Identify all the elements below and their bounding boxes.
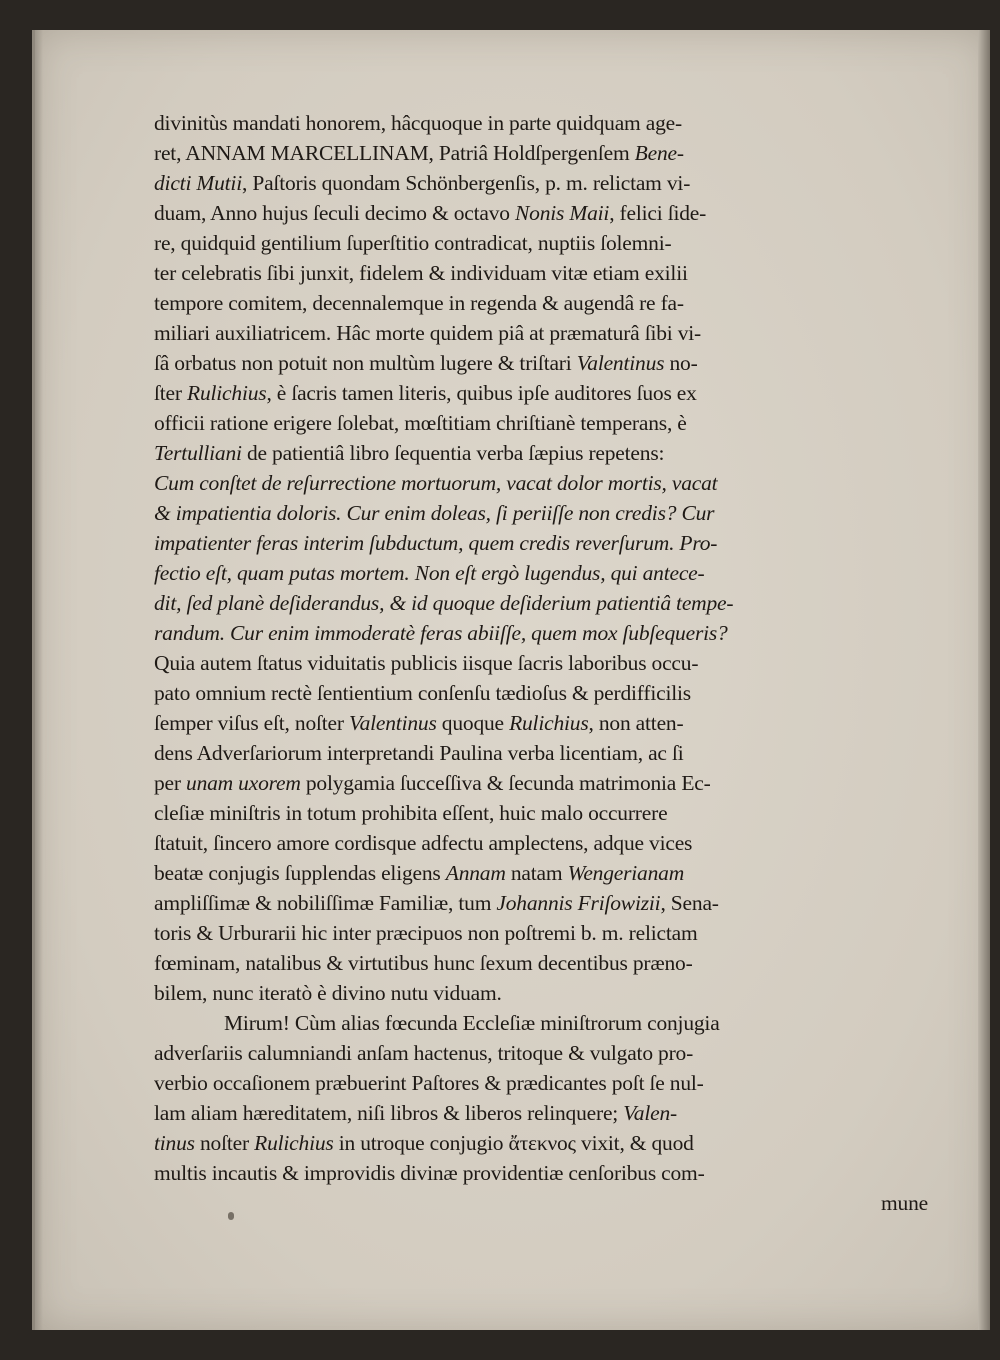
italic-text: Wengerianam bbox=[567, 861, 685, 885]
roman-text: ſemper viſus eſt, noſter bbox=[154, 711, 350, 735]
text-line bbox=[154, 1008, 934, 1038]
text-line bbox=[154, 498, 934, 528]
roman-text: quoque bbox=[436, 711, 510, 735]
text-line bbox=[154, 798, 934, 828]
roman-text: ſter bbox=[154, 381, 188, 405]
roman-text: lam aliam hæreditatem, niſi libros & liberos relinquere; bbox=[154, 1101, 624, 1125]
italic-text: Valen- bbox=[623, 1101, 677, 1125]
italic-text: impatienter feras interim ſubductum, quem credis reverſurum. Pro- bbox=[154, 531, 718, 555]
page-edge bbox=[978, 30, 990, 1330]
roman-text: duam, Anno hujus ſeculi decimo & octavo bbox=[154, 201, 516, 225]
roman-text: beatæ conjugis ſupplendas eligens bbox=[154, 861, 446, 885]
page-gutter-shadow bbox=[35, 30, 43, 1330]
roman-text: fœminam, natalibus & virtutibus hunc ſexum decentibus præno- bbox=[154, 951, 693, 975]
italic-text: Nonis Maii bbox=[515, 201, 610, 225]
italic-text: dicti Mutii bbox=[154, 171, 242, 195]
text-line bbox=[154, 378, 934, 408]
roman-text: ter celebratis ſibi junxit, fidelem & individuam vitæ etiam exilii bbox=[154, 261, 688, 285]
text-line bbox=[154, 228, 934, 258]
text-line bbox=[154, 588, 934, 618]
text-line bbox=[154, 198, 934, 228]
text-line bbox=[154, 648, 934, 678]
roman-text: Quia autem ſtatus viduitatis publicis iisque ſacris laboribus occu- bbox=[154, 651, 699, 675]
roman-text: , Paſtoris quondam Schönbergenſis, p. m. relictam vi- bbox=[241, 171, 691, 195]
italic-text: Rulichius bbox=[509, 711, 589, 735]
roman-text: re, quidquid gentilium ſuperſtitio contradicat, nuptiis ſolemni- bbox=[154, 231, 672, 255]
text-line bbox=[154, 978, 934, 1008]
roman-text: mune bbox=[881, 1191, 928, 1215]
roman-text: per bbox=[154, 771, 187, 795]
italic-text: dit, ſed planè deſiderandus, & id quoque deſiderium patientiâ tempe- bbox=[154, 591, 734, 615]
italic-text: tinus bbox=[154, 1131, 195, 1155]
roman-text: in utroque conjugio ἄτεκνος vixit, & quod bbox=[333, 1131, 694, 1155]
text-line bbox=[154, 1098, 934, 1128]
roman-text: no- bbox=[664, 351, 698, 375]
roman-text: , non atten- bbox=[588, 711, 684, 735]
text-line bbox=[154, 1068, 934, 1098]
roman-text: verbio occaſionem præbuerint Paſtores & prædicantes poſt ſe nul- bbox=[154, 1071, 704, 1095]
text-line bbox=[154, 528, 934, 558]
text-line bbox=[154, 558, 934, 588]
italic-text: Valentinus bbox=[576, 351, 665, 375]
roman-text: de patientiâ libro ſequentia verba ſæpius repetens: bbox=[241, 441, 665, 465]
italic-text: Valentinus bbox=[349, 711, 437, 735]
text-line bbox=[154, 888, 934, 918]
italic-text: unam uxorem bbox=[186, 771, 301, 795]
text-line bbox=[154, 918, 934, 948]
text-line bbox=[154, 408, 934, 438]
text-line bbox=[154, 708, 934, 738]
roman-text: natam bbox=[505, 861, 568, 885]
roman-text: toris & Urburarii hic inter præcipuos non poſtremi b. m. relictam bbox=[154, 921, 698, 945]
text-line bbox=[154, 318, 934, 348]
roman-text: noſter bbox=[194, 1131, 255, 1155]
italic-text: Annam bbox=[445, 861, 506, 885]
text-line bbox=[154, 288, 934, 318]
ink-speck bbox=[228, 1212, 234, 1220]
italic-text: Cum conſtet de reſurrectione mortuorum, vacat dolor mortis, vacat bbox=[154, 471, 718, 495]
text-line bbox=[154, 1128, 934, 1158]
text-line bbox=[154, 1158, 934, 1188]
italic-text: Bene- bbox=[634, 141, 684, 165]
roman-text: pato omnium rectè ſentientium conſenſu tædioſus & perdifficilis bbox=[154, 681, 691, 705]
roman-text: ſâ orbatus non potuit non multùm lugere & triſtari bbox=[154, 351, 577, 375]
roman-text: polygamia ſucceſſiva & ſecunda matrimonia Ec- bbox=[300, 771, 711, 795]
text-line bbox=[154, 858, 934, 888]
roman-text: cleſiæ miniſtris in totum prohibita eſſent, huic malo occurrere bbox=[154, 801, 668, 825]
italic-text: fectio eſt, quam putas mortem. Non eſt ergò lugendus, qui antece- bbox=[154, 561, 705, 585]
catchword bbox=[154, 1188, 934, 1218]
text-line bbox=[154, 108, 934, 138]
roman-text: Mirum! Cùm alias fœcunda Eccleſiæ miniſtrorum conjugia bbox=[224, 1011, 720, 1035]
roman-text: , Sena- bbox=[660, 891, 719, 915]
text-line bbox=[154, 738, 934, 768]
text-line bbox=[154, 348, 934, 378]
roman-text: adverſariis calumniandi anſam hactenus, tritoque & vulgato pro- bbox=[154, 1041, 694, 1065]
text-line bbox=[154, 138, 934, 168]
italic-text: Johannis Friſowizii bbox=[496, 891, 661, 915]
roman-text: bilem, nunc iteratò è divino nutu viduam. bbox=[154, 981, 502, 1005]
text-line bbox=[154, 468, 934, 498]
text-line bbox=[154, 258, 934, 288]
roman-text: dens Adverſariorum interpretandi Paulina verba licentiam, ac ſi bbox=[154, 741, 684, 765]
text-line bbox=[154, 678, 934, 708]
roman-text: tempore comitem, decennalemque in regenda & augendâ re fa- bbox=[154, 291, 684, 315]
roman-text: ſtatuit, ſincero amore cordisque adfectu amplectens, adque vices bbox=[154, 831, 693, 855]
text-line bbox=[154, 768, 934, 798]
roman-text: miliari auxiliatricem. Hâc morte quidem piâ at præmaturâ ſibi vi- bbox=[154, 321, 702, 345]
roman-text: , è ſacris tamen literis, quibus ipſe auditores ſuos ex bbox=[266, 381, 697, 405]
italic-text: Tertulliani bbox=[154, 441, 242, 465]
text-line bbox=[154, 438, 934, 468]
page-text bbox=[154, 108, 934, 1218]
roman-text: multis incautis & improvidis divinæ providentiæ cenſoribus com- bbox=[154, 1161, 705, 1185]
italic-text: & impatientia doloris. Cur enim doleas, ſi periiſſe non credis? Cur bbox=[154, 501, 715, 525]
roman-text: ampliſſimæ & nobiliſſimæ Familiæ, tum bbox=[154, 891, 497, 915]
italic-text: Rulichius bbox=[254, 1131, 334, 1155]
text-line bbox=[154, 828, 934, 858]
roman-text: divinitùs mandati honorem, hâcquoque in parte quidquam age- bbox=[154, 111, 682, 135]
italic-text: Rulichius bbox=[187, 381, 267, 405]
text-line bbox=[154, 168, 934, 198]
text-line bbox=[154, 1038, 934, 1068]
roman-text: officii ratione erigere ſolebat, mœſtitiam chriſtianè temperans, è bbox=[154, 411, 687, 435]
text-line bbox=[154, 948, 934, 978]
italic-text: randum. Cur enim immoderatè feras abiiſſe, quem mox ſubſequeris? bbox=[154, 621, 728, 645]
roman-text: ret, ANNAM MARCELLINAM, Patriâ Holdſpergenſem bbox=[154, 141, 635, 165]
roman-text: , felici ſide- bbox=[609, 201, 707, 225]
text-line bbox=[154, 618, 934, 648]
